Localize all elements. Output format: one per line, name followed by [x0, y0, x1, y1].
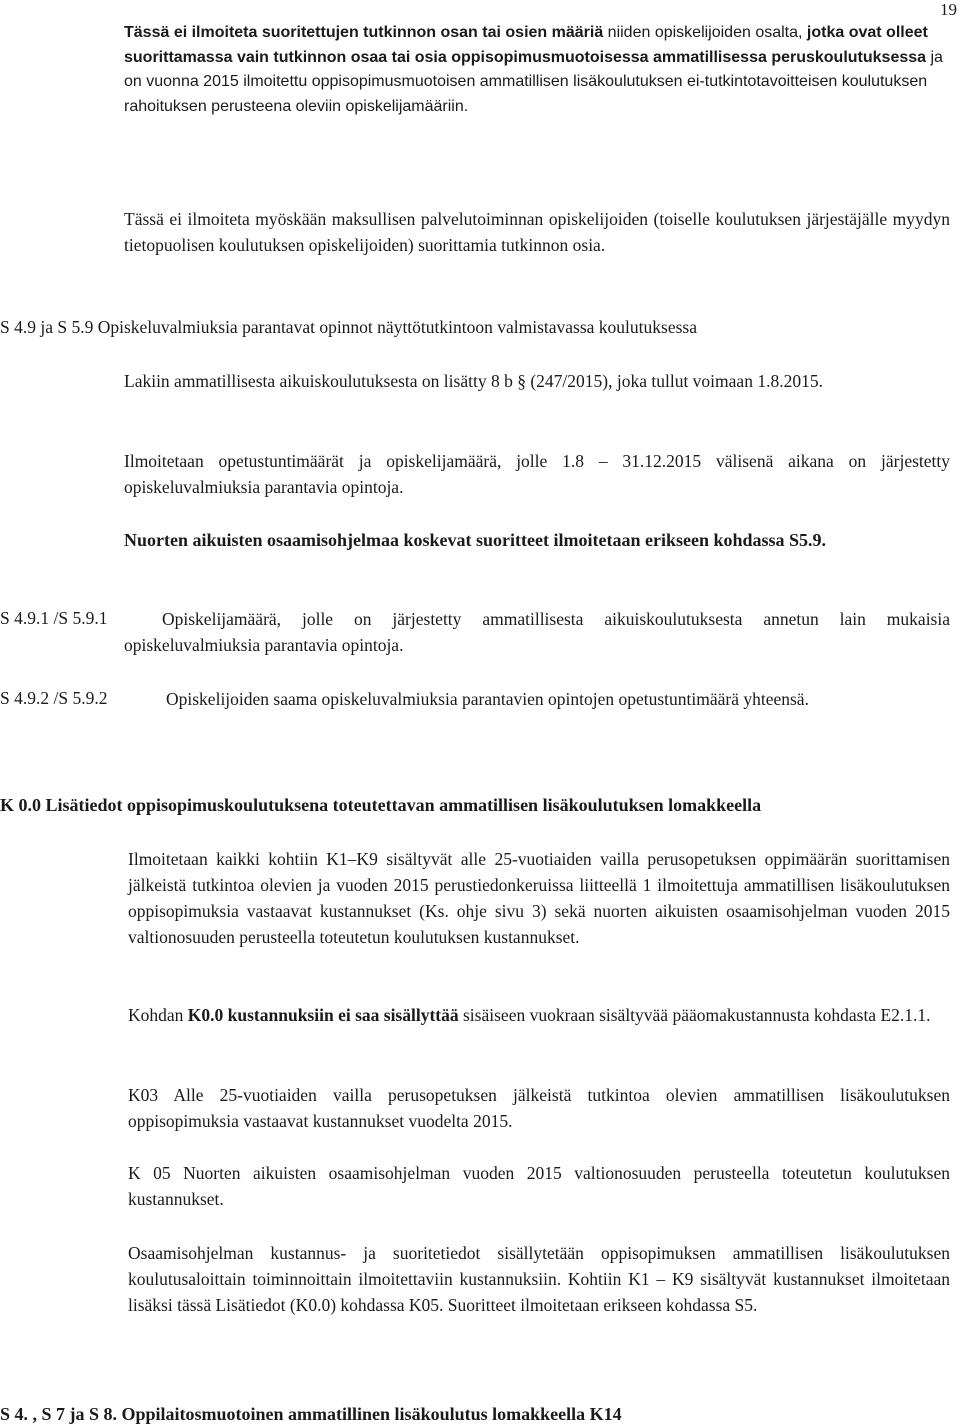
paragraph-k00-exclusion	[128, 1002, 950, 1028]
paragraph-service-students: Tässä ei ilmoiteta myöskään maksullisen palvelutoiminnan opiskelijoiden (toiselle koulutuksen järjestäjälle myydyn tietopuolisen koulutuksen opiskelijoiden) suorittamia tutkinnon osia.	[124, 209, 950, 255]
item-text-s491: Opiskelijamäärä, jolle on järjestetty ammatillisesta aikuiskoulutuksesta annetun lain mukaisia opiskeluvalmiuksia parantavia opintoja.	[124, 609, 950, 655]
paragraph-program-costs: Osaamisohjelman kustannus- ja suoritetiedot sisällytetään oppisopimuksen ammatillisen lisäkoulutuksen koulutusaloittain toiminnoittain ilmoitettaviin kustannuksiin. Kohtiin K1 – K9 sisältyvät kustannukset ilmoitetaan lisäksi tässä Lisätiedot (K0.0) kohdassa K05. Suoritteet ilmoitetaan erikseen kohdassa S5.	[128, 1243, 950, 1315]
top-paragraph-text-2: ja on vuonna 2015 ilmoitettu oppisopimusmuotoisen ammatillisen lisäkoulutuksen ei-tutkintotavoitteisen koulutuksen rahoituksen perusteena oleviin opiskelijamääriin.	[124, 48, 943, 115]
top-paragraph-bold-2: jotka ovat olleet suorittamassa vain tutkinnon osaa tai osia oppisopimusmuotoisessa ammatillisessa peruskoulutuksessa	[124, 24, 928, 66]
top-paragraph-text-1: niiden opiskelijoiden osalta,	[603, 24, 807, 41]
section-heading-s49: S 4.9 ja S 5.9 Opiskeluvalmiuksia parantavat opinnot näyttötutkintoon valmistavassa koulutuksessa	[0, 317, 698, 337]
exclusion-bold: K0.0 kustannuksiin ei saa sisällyttää	[187, 1005, 459, 1025]
paragraph-hours-reporting: Ilmoitetaan opetustuntimäärät ja opiskelijamäärä, jolle 1.8 – 31.12.2015 välisenä aikana on järjestetty opiskeluvalmiuksia parantavia opintoja.	[124, 451, 950, 497]
note-young-adults-program: Nuorten aikuisten osaamisohjelmaa koskevat suoritteet ilmoitetaan erikseen kohdassa S5.9.	[124, 530, 827, 550]
item-label-s491: S 4.9.1 /S 5.9.1	[0, 608, 108, 628]
item-text-s492: Opiskelijoiden saama opiskeluvalmiuksia parantavien opintojen opetustuntimäärä yhteensä.	[166, 689, 809, 709]
paragraph-k03: K03 Alle 25-vuotiaiden vailla perusopetuksen jälkeistä tutkintoa olevien ammatillisen lisäkoulutuksen oppisopimuksia vastaavat kustannukset vuodelta 2015.	[128, 1085, 950, 1131]
top-paragraph	[124, 21, 950, 119]
paragraph-k05: K 05 Nuorten aikuisten osaamisohjelman vuoden 2015 valtionosuuden perusteella toteutetun koulutuksen kustannukset.	[128, 1163, 950, 1209]
section-heading-k00: K 0.0 Lisätiedot oppisopimuskoulutuksena toteutettavan ammatillisen lisäkoulutuksen lomakkeella	[0, 795, 762, 815]
paragraph-law-amendment: Lakiin ammatillisesta aikuiskoulutuksesta on lisätty 8 b § (247/2015), joka tullut voimaan 1.8.2015.	[124, 371, 823, 391]
page-number: 19	[940, 0, 957, 19]
paragraph-k00-costs: Ilmoitetaan kaikki kohtiin K1–K9 sisältyvät alle 25-vuotiaiden vailla perusopetuksen oppimäärän suorittamisen jälkeistä tutkintoa olevien ja vuoden 2015 perustiedonkeruissa liitteellä 1 ilmoitettuja ammatillisen lisäkoulutuksen oppisopimuksia vastaavat kustannukset (Ks. ohje sivu 3) sekä nuorten aikuisten osaamisohjelman vuoden 2015 valtionosuuden perusteella toteutetun koulutuksen kustannukset.	[128, 849, 950, 947]
top-paragraph-bold-1: Tässä ei ilmoiteta suoritettujen tutkinnon osan tai osien määriä	[124, 24, 604, 41]
exclusion-text-1: Kohdan	[128, 1005, 188, 1025]
item-label-s492: S 4.9.2 /S 5.9.2	[0, 688, 108, 708]
exclusion-text-2: sisäiseen vuokraan sisältyvää pääomakustannusta kohdasta E2.1.1.	[458, 1005, 931, 1025]
section-heading-s4-s7-s8: S 4. , S 7 ja S 8. Oppilaitosmuotoinen ammatillinen lisäkoulutus lomakkeella K14	[0, 1404, 622, 1424]
